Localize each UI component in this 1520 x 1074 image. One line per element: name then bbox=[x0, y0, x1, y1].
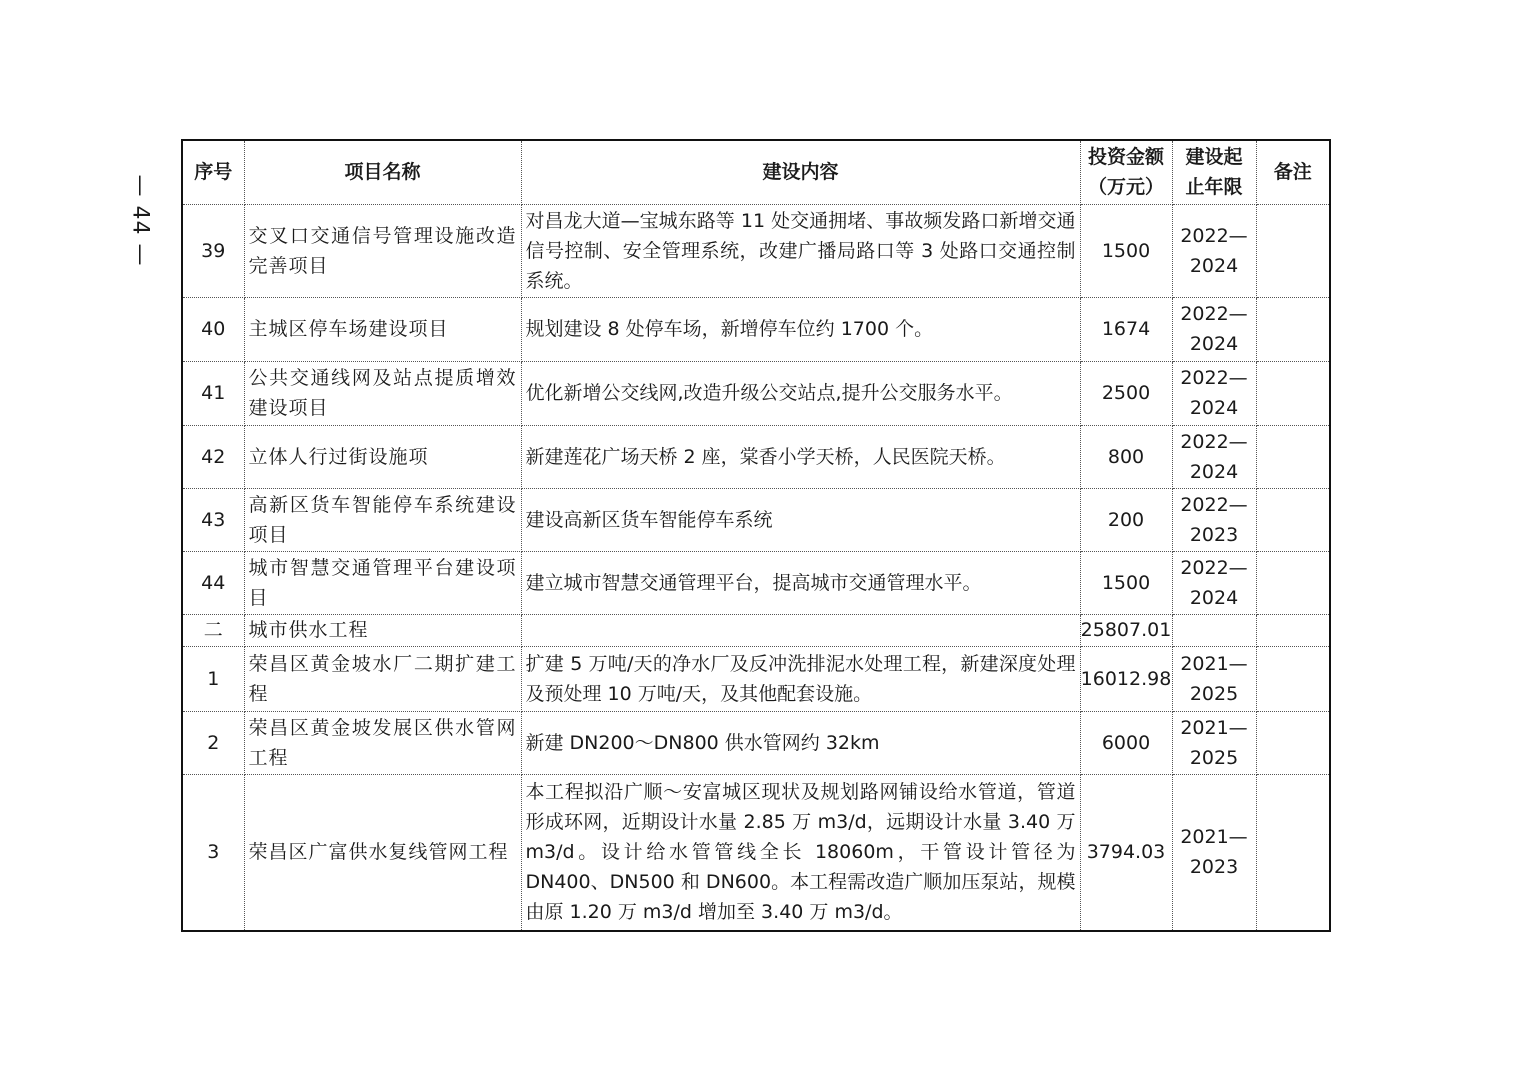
cell-period bbox=[1172, 425, 1256, 488]
table-row bbox=[182, 551, 1330, 614]
period-start: 2022— bbox=[1180, 430, 1248, 453]
cell-name: 荣昌区广富供水复线管网工程 bbox=[244, 774, 521, 931]
cell-note bbox=[1256, 646, 1330, 711]
cell-amount: 3794.03 bbox=[1080, 774, 1172, 931]
period-end: 2024 bbox=[1189, 254, 1239, 277]
cell-content: 扩建 5 万吨/天的净水厂及反冲洗排泥水处理工程，新建深度处理及预处理 10 万吨/天，及其他配套设施。 bbox=[521, 646, 1080, 711]
cell-no: 二 bbox=[182, 614, 244, 646]
cell-content: 建设高新区货车智能停车系统 bbox=[521, 488, 1080, 551]
cell-period bbox=[1172, 774, 1256, 931]
page-number-text: — 44 — bbox=[127, 174, 153, 266]
cell-no: 2 bbox=[182, 711, 244, 774]
period-start: 2022— bbox=[1180, 224, 1248, 247]
cell-name: 城市智慧交通管理平台建设项目 bbox=[244, 551, 521, 614]
cell-note bbox=[1256, 551, 1330, 614]
cell-content bbox=[521, 614, 1080, 646]
cell-content: 优化新增公交线网,改造升级公交站点,提升公交服务水平。 bbox=[521, 361, 1080, 425]
period-end: 2024 bbox=[1189, 333, 1239, 355]
table-row bbox=[182, 425, 1330, 488]
project-table bbox=[181, 139, 1331, 932]
header-note: 备注 bbox=[1256, 140, 1330, 204]
cell-period bbox=[1172, 614, 1256, 646]
cell-content: 建立城市智慧交通管理平台，提高城市交通管理水平。 bbox=[521, 551, 1080, 614]
cell-content: 本工程拟沿广顺～安富城区现状及规划路网铺设给水管道，管道形成环网，近期设计水量 2.85 万 m3/d，远期设计水量 3.40 万 m3/d。设计给水管管线全长 18060m，干管设计管径为 DN400、DN500 和 DN600。本工程需改造广顺加压泵站，规模由原 1.20 万 m3/d 增加至 3.40 万 m3/d。 bbox=[521, 774, 1080, 931]
cell-name: 荣昌区黄金坡水厂二期扩建工程 bbox=[244, 646, 521, 711]
period-end: 2024 bbox=[1189, 460, 1239, 483]
table-row bbox=[182, 711, 1330, 774]
cell-period bbox=[1172, 711, 1256, 774]
cell-no: 43 bbox=[182, 488, 244, 551]
period-start: 2022— bbox=[1180, 367, 1248, 389]
cell-no: 1 bbox=[182, 646, 244, 711]
header-amount-line-1: 投资金额 bbox=[1087, 146, 1164, 169]
cell-content: 对昌龙大道—宝城东路等 11 处交通拥堵、事故频发路口新增交通信号控制、安全管理系统，改建广播局路口等 3 处路口交通控制系统。 bbox=[521, 204, 1080, 297]
cell-name: 城市供水工程 bbox=[244, 614, 521, 646]
table-row bbox=[182, 774, 1330, 931]
cell-note bbox=[1256, 774, 1330, 931]
cell-amount: 1500 bbox=[1080, 204, 1172, 297]
cell-period bbox=[1172, 551, 1256, 614]
header-amount bbox=[1080, 140, 1172, 204]
table-row bbox=[182, 646, 1330, 711]
cell-amount: 200 bbox=[1080, 488, 1172, 551]
header-row bbox=[182, 140, 1330, 204]
period-start: 2022— bbox=[1180, 303, 1248, 325]
cell-period bbox=[1172, 646, 1256, 711]
period-end: 2025 bbox=[1189, 746, 1239, 769]
page-number bbox=[118, 170, 162, 270]
cell-name: 立体人行过街设施项 bbox=[244, 425, 521, 488]
cell-amount: 6000 bbox=[1080, 711, 1172, 774]
cell-no: 44 bbox=[182, 551, 244, 614]
period-end: 2025 bbox=[1189, 682, 1239, 705]
cell-amount: 1500 bbox=[1080, 551, 1172, 614]
section-row bbox=[182, 614, 1330, 646]
period-end: 2024 bbox=[1189, 397, 1239, 419]
cell-amount: 800 bbox=[1080, 425, 1172, 488]
cell-no: 42 bbox=[182, 425, 244, 488]
cell-period bbox=[1172, 488, 1256, 551]
cell-name: 主城区停车场建设项目 bbox=[244, 297, 521, 361]
period-start: 2021— bbox=[1180, 652, 1248, 675]
cell-note bbox=[1256, 297, 1330, 361]
cell-note bbox=[1256, 711, 1330, 774]
cell-name: 交叉口交通信号管理设施改造完善项目 bbox=[244, 204, 521, 297]
cell-amount: 16012.98 bbox=[1080, 646, 1172, 711]
cell-note bbox=[1256, 425, 1330, 488]
cell-no: 3 bbox=[182, 774, 244, 931]
cell-amount: 2500 bbox=[1080, 361, 1172, 425]
cell-no: 41 bbox=[182, 361, 244, 425]
period-end: 2023 bbox=[1189, 523, 1239, 546]
period-end: 2023 bbox=[1189, 856, 1239, 879]
header-content: 建设内容 bbox=[521, 140, 1080, 204]
cell-period bbox=[1172, 297, 1256, 361]
period-start: 2021— bbox=[1180, 716, 1248, 739]
header-period-line-1: 建设起 bbox=[1185, 146, 1243, 169]
cell-note bbox=[1256, 361, 1330, 425]
cell-period bbox=[1172, 361, 1256, 425]
cell-no: 40 bbox=[182, 297, 244, 361]
table-row bbox=[182, 204, 1330, 297]
table-row bbox=[182, 297, 1330, 361]
period-start: 2021— bbox=[1180, 826, 1248, 849]
cell-amount: 1674 bbox=[1080, 297, 1172, 361]
header-period-line-2: 止年限 bbox=[1185, 176, 1243, 199]
header-no: 序号 bbox=[182, 140, 244, 204]
cell-note bbox=[1256, 204, 1330, 297]
cell-no: 39 bbox=[182, 204, 244, 297]
header-period bbox=[1172, 140, 1256, 204]
table-row bbox=[182, 488, 1330, 551]
cell-content: 新建 DN200～DN800 供水管网约 32km bbox=[521, 711, 1080, 774]
cell-content: 新建莲花广场天桥 2 座，棠香小学天桥，人民医院天桥。 bbox=[521, 425, 1080, 488]
cell-name: 荣昌区黄金坡发展区供水管网工程 bbox=[244, 711, 521, 774]
header-amount-line-2: （万元） bbox=[1087, 176, 1164, 199]
table-row bbox=[182, 361, 1330, 425]
period-end: 2024 bbox=[1189, 586, 1239, 609]
cell-name: 公共交通线网及站点提质增效建设项目 bbox=[244, 361, 521, 425]
cell-amount: 25807.01 bbox=[1080, 614, 1172, 646]
cell-note bbox=[1256, 488, 1330, 551]
header-name: 项目名称 bbox=[244, 140, 521, 204]
cell-note bbox=[1256, 614, 1330, 646]
cell-content: 规划建设 8 处停车场，新增停车位约 1700 个。 bbox=[521, 297, 1080, 361]
cell-period bbox=[1172, 204, 1256, 297]
cell-name: 高新区货车智能停车系统建设项目 bbox=[244, 488, 521, 551]
period-start: 2022— bbox=[1180, 493, 1248, 516]
period-start: 2022— bbox=[1180, 556, 1248, 579]
